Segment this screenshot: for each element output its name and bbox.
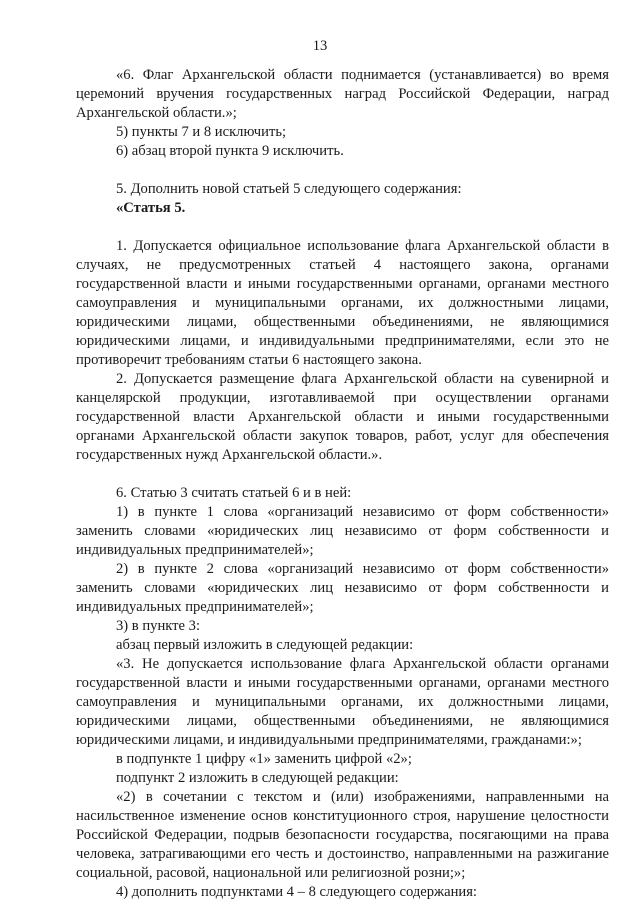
paragraph: 1) в пункте 1 слова «организаций независимо от форм собственности» заменить словами «юридических лиц независимо от форм собственности и индивидуальных предпринимателей»; (76, 504, 609, 558)
paragraph: «3. Не допускается использование флага Архангельской области органами государственной власти и иными государственными органами, органами местного самоуправления и муниципальными органами, их должностными лицами, юридическими лицами, общественными объединениями, не являющимися юридическими лицами, и индивидуальными предпринимателями, гражданами:»; (76, 656, 609, 748)
paragraph: 4) дополнить подпунктами 4 – 8 следующего содержания: (116, 884, 477, 900)
paragraph: 5. Дополнить новой статьей 5 следующего содержания: (116, 181, 462, 197)
paragraph: в подпункте 1 цифру «1» заменить цифрой «2»; (116, 751, 412, 767)
paragraph: 5) пункты 7 и 8 исключить; (116, 124, 287, 140)
paragraph: абзац первый изложить в следующей редакции: (116, 637, 414, 653)
page-number: 13 (312, 38, 328, 54)
paragraph: 1. Допускается официальное использование флага Архангельской области в случаях, не предусмотренных статьей 4 настоящего закона, органами государственной власти и иными государственными органами, органами местного самоуправления и муниципальными органами, их должностными лицами, юридическими лицами, общественными объединениями, не являющимися юридическими лицами, и индивидуальными предпринимателями, если это не противоречит требованиям статьи 6 настоящего закона. (76, 238, 609, 368)
article-heading: «Статья 5. (116, 200, 186, 216)
paragraph: 2. Допускается размещение флага Архангельской области на сувенирной и канцелярской продукции, изготавливаемой при осуществлении органами государственной власти Архангельской области и иными государственными органами Архангельской области закупок товаров, работ, услуг для обеспечения государственных нужд Архангельской области.». (76, 371, 609, 463)
spacer (76, 161, 609, 180)
paragraph: 2) в пункте 2 слова «организаций независимо от форм собственности» заменить словами «юридических лиц независимо от форм собственности и индивидуальных предпринимателей»; (76, 561, 609, 615)
spacer (76, 465, 609, 484)
document-body (76, 66, 609, 902)
spacer (76, 218, 609, 237)
paragraph: 6) абзац второй пункта 9 исключить. (116, 143, 344, 159)
paragraph: «6. Флаг Архангельской области поднимается (устанавливается) во время церемоний вручения государственных наград Российской Федерации, наград Архангельской области.»; (76, 67, 609, 121)
paragraph: 6. Статью 3 считать статьей 6 и в ней: (116, 485, 352, 501)
paragraph: «2) в сочетании с текстом и (или) изображениями, направленными на насильственное изменение основ конституционного строя, нарушение целостности Российской Федерации, подрыв безопасности государства, посягающими на права человека, затрагивающими его честь и достоинство, направленными на разжигание социальной, расовой, национальной или религиозной розни;»; (76, 789, 609, 881)
paragraph: 3) в пункте 3: (116, 618, 201, 634)
paragraph: подпункт 2 изложить в следующей редакции: (116, 770, 399, 786)
